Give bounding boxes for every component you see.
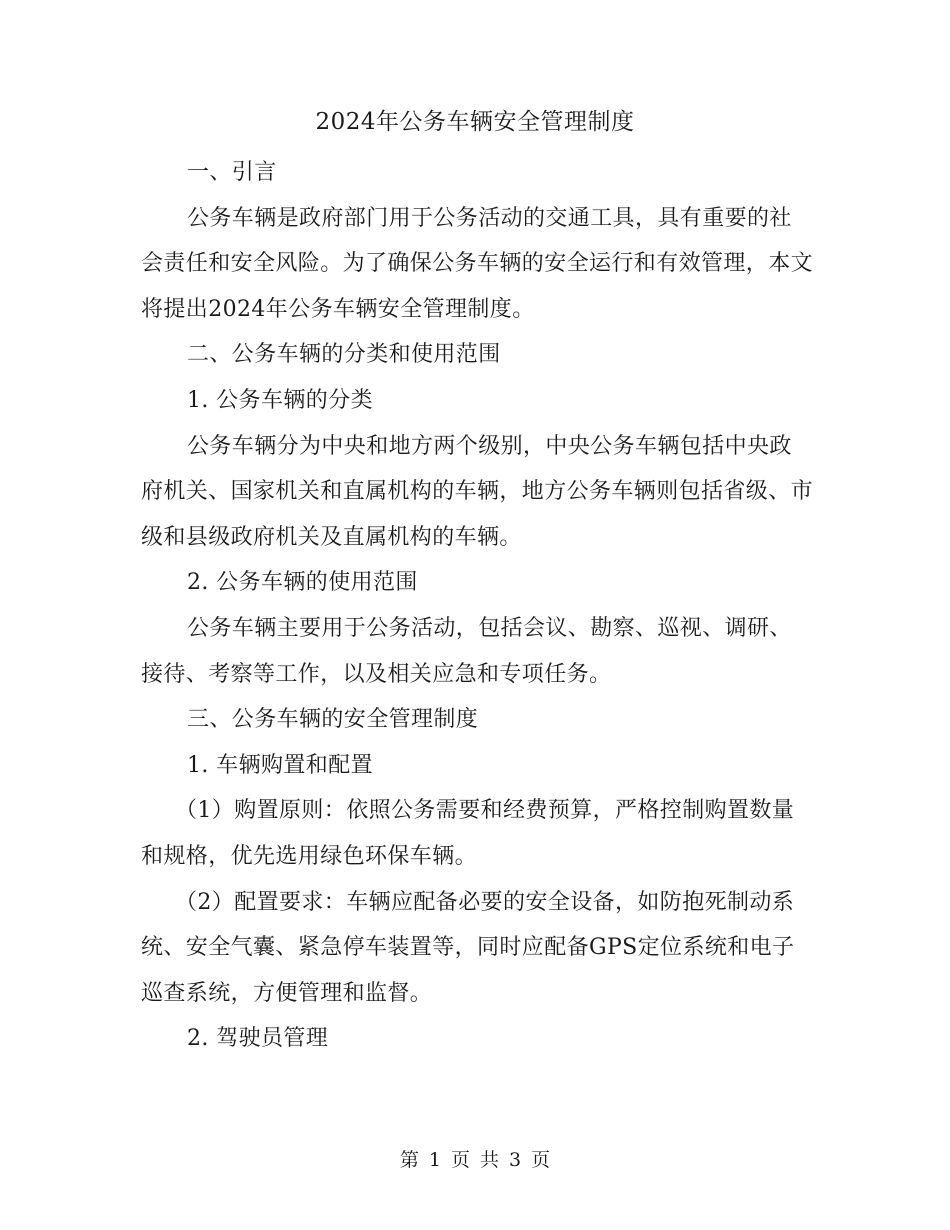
subheading-driver-management: 2. 驾驶员管理 <box>187 1026 329 1052</box>
section-heading-safety-management: 三、公务车辆的安全管理制度 <box>187 707 479 733</box>
paragraph-usage-scope: 公务车辆主要用于公务活动，包括会议、勘察、巡视、调研、接待、考察等工作，以及相关应急和专项任务。 <box>141 615 792 687</box>
document-body <box>141 150 813 1062</box>
paragraph-configuration-requirements: （2）配置要求：车辆应配备必要的安全设备，如防抱死制动系统、安全气囊、紧急停车装置等，同时应配备GPS定位系统和电子巡查系统，方便管理和监督。 <box>141 889 795 1006</box>
paragraph-intro: 公务车辆是政府部门用于公务活动的交通工具，具有重要的社会责任和安全风险。为了确保公务车辆的安全运行和有效管理，本文将提出2024年公务车辆安全管理制度。 <box>141 205 814 322</box>
section-heading-intro: 一、引言 <box>187 160 277 185</box>
subheading-classification: 1. 公务车辆的分类 <box>187 387 373 413</box>
subheading-purchase-configuration: 1. 车辆购置和配置 <box>187 752 373 778</box>
document-title: 2024年公务车辆安全管理制度 <box>315 109 635 135</box>
paragraph-purchase-principle: （1）购置原则：依照公务需要和经费预算，严格控制购置数量和规格，优先选用绿色环保车辆。 <box>141 798 795 869</box>
paragraph-classification: 公务车辆分为中央和地方两个级别，中央公务车辆包括中央政府机关、国家机关和直属机构的车辆，地方公务车辆则包括省级、市级和县级政府机关及直属机构的车辆。 <box>141 433 814 550</box>
subheading-usage-scope: 2. 公务车辆的使用范围 <box>187 570 418 596</box>
page-number-footer: 第 1 页 共 3 页 <box>399 1149 551 1171</box>
section-heading-classification: 二、公务车辆的分类和使用范围 <box>187 342 501 368</box>
